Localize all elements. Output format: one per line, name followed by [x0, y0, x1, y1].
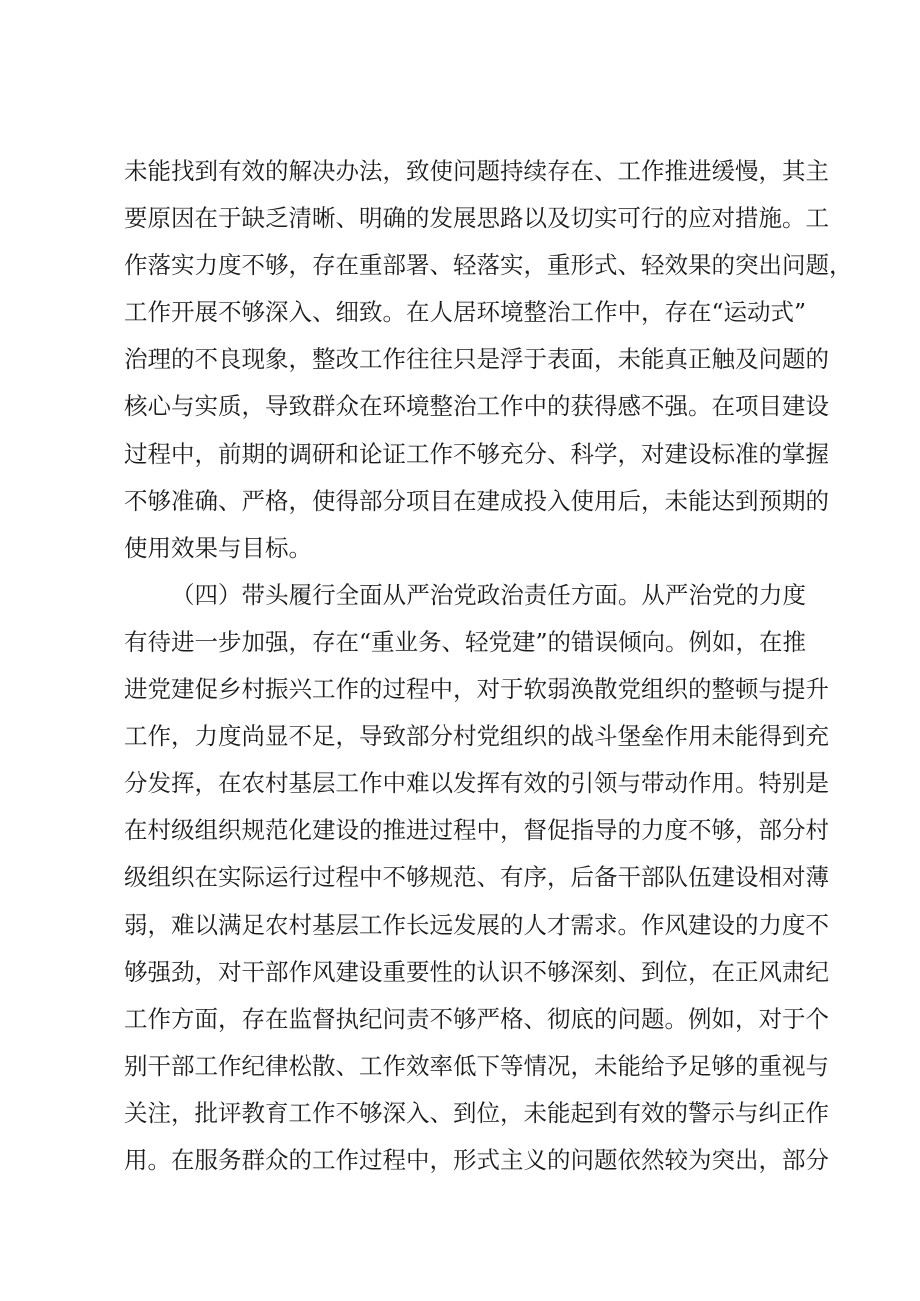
text-line: 过程中，前期的调研和论证工作不够充分、科学，对建设标准的掌握: [124, 439, 829, 468]
text-line: 不够准确、严格，使得部分项目在建成投入使用后，未能达到预期的: [124, 486, 829, 515]
text-line: 工作，力度尚显不足，导致部分村党组织的战斗堡垒作用未能得到充: [124, 722, 829, 751]
text-line: 用。在服务群众的工作过程中，形式主义的问题依然较为突出，部分: [124, 1145, 829, 1174]
text-line: 使用效果与目标。: [124, 533, 312, 562]
body-text: [124, 148, 853, 1184]
text-line: 别干部工作纪律松散、工作效率低下等情况，未能给予足够的重视与: [124, 1051, 829, 1080]
text-line: 进党建促乡村振兴工作的过程中，对于软弱涣散党组织的整顿与提升: [124, 675, 829, 704]
text-line: 够强劲，对干部作风建设重要性的认识不够深刻、到位，在正风肃纪: [124, 957, 829, 986]
text-line: 级组织在实际运行过程中不够规范、有序，后备干部队伍建设相对薄: [124, 863, 829, 892]
text-line: 工作方面，存在监督执纪问责不够严格、彻底的问题。例如，对于个: [124, 1004, 829, 1033]
text-line: 弱，难以满足农村基层工作长远发展的人才需求。作风建设的力度不: [124, 910, 829, 939]
text-line: 工作开展不够深入、细致。在人居环境整治工作中，存在“运动式”: [124, 298, 807, 327]
text-line: 分发挥，在农村基层工作中难以发挥有效的引领与带动作用。特别是: [124, 769, 829, 798]
text-line: 关注，批评教育工作不够深入、到位，未能起到有效的警示与纠正作: [124, 1098, 829, 1127]
text-line: 未能找到有效的解决办法，致使问题持续存在、工作推进缓慢，其主: [124, 157, 829, 185]
text-line: 核心与实质，导致群众在环境整治工作中的获得感不强。在项目建设: [124, 392, 829, 421]
text-line: 有待进一步加强，存在“重业务、轻党建”的错误倾向。例如，在推: [124, 627, 807, 656]
section-heading-line: （四）带头履行全面从严治党政治责任方面。从严治党的力度: [171, 580, 806, 609]
text-line: 要原因在于缺乏清晰、明确的发展思路以及切实可行的应对措施。工: [124, 204, 829, 233]
text-line: 在村级组织规范化建设的推进过程中，督促指导的力度不够，部分村: [124, 816, 829, 845]
text-line: 作落实力度不够，存在重部署、轻落实，重形式、轻效果的突出问题，: [124, 251, 853, 280]
text-line: 治理的不良现象，整改工作往往只是浮于表面，未能真正触及问题的: [124, 345, 829, 374]
